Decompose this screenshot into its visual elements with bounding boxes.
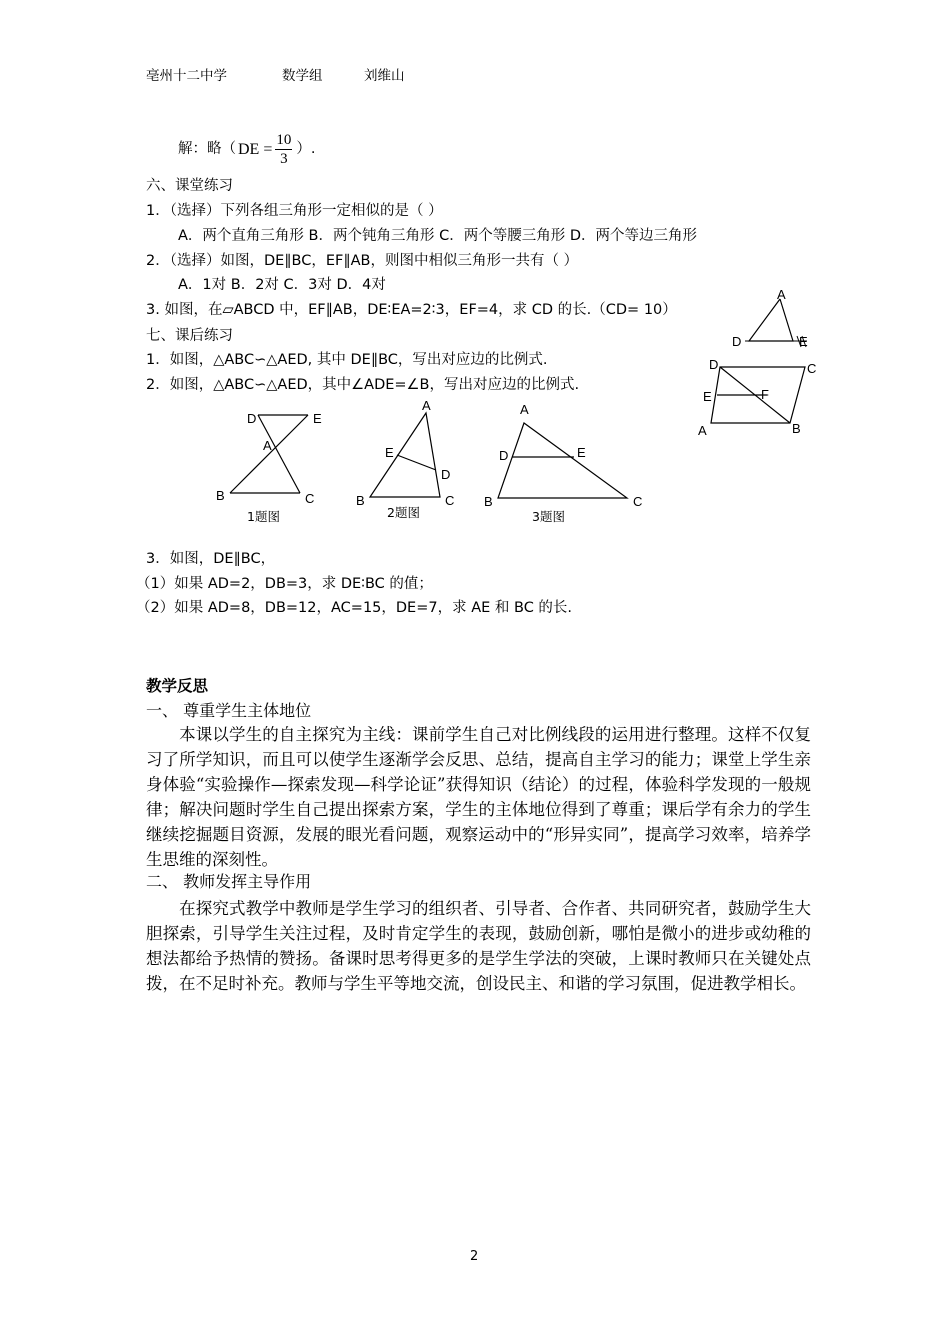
label-d: D [709, 357, 719, 372]
reflection-paragraph-1 [146, 722, 811, 872]
reflection-heading-2: 二、 教师发挥主导作用 [146, 872, 312, 891]
label-a: A [422, 398, 431, 413]
reflection-paragraph-2-text: 在探究式教学中教师是学生学习的组织者、引导者、合作者、共同研究者，鼓励学生大胆探索，引导学生关注过程，及时肯定学生的表现，鼓励创新，哪怕是微小的进步或幼稚的想法都给予热情的赞扬。备课时思考得更多的是学生学法的突破，上课时教师只在关键处点拨，在不足时补充。教师与学生平等地交流，创设民主、和谐的学习氛围，促进教学相长。 [146, 899, 811, 993]
label-a: A [698, 423, 707, 438]
header-school: 亳州十二中学 [146, 68, 227, 84]
header-author: 刘维山 [364, 68, 405, 84]
solution-fraction [275, 132, 292, 168]
section7-title: 七、课后练习 [146, 328, 233, 344]
reflection-paragraph-1-text: 本课以学生的自主探究为主线：课前学生自己对比例线段的运用进行整理。这样不仅复习了所学知识，而且可以使学生逐渐学会反思、总结，提高自主学习的能力；课堂上学生亲身体验“实验操作—探索发现—科学论证”获得知识（结论）的过程，体验科学发现的一般规律；解决问题时学生自己提出探索方案，学生的主体地位得到了尊重；课后学有余力的学生继续挖掘题目资源，发展的眼光看问题，观察运动中的“形异实同”，提高学习效率，培养学生思维的深刻性。 [146, 725, 811, 869]
solution-lhs: DE = [238, 141, 273, 159]
solution-line [178, 128, 315, 172]
caption: 3题图 [532, 509, 565, 524]
section6-title: 六、课堂练习 [146, 178, 233, 194]
label-d: D [499, 448, 509, 463]
section7-q3-2: （2）如果 AD=8，DB=12，AC=15，DE=7，求 AE 和 BC 的长. [136, 600, 573, 616]
solution-prefix: 解：略（ [178, 141, 236, 158]
label-d: D [441, 467, 451, 482]
solution-suffix: ）. [296, 141, 316, 158]
section6-q1: 1．（选择）下列各组三角形一定相似的是（ ） [146, 203, 443, 219]
label-b: B [484, 494, 493, 509]
label-c: C [807, 361, 817, 376]
figure-parallelogram [695, 355, 825, 440]
label-e: E [703, 389, 712, 404]
reflection-heading-1: 一、 尊重学生主体地位 [146, 701, 312, 720]
reflection-paragraph-2 [146, 896, 811, 996]
section6-q3: 3. 如图，在▱ABCD 中，EF∥AB，DE∶EA=2∶3，EF=4，求 CD 的长.（CD= 10） [146, 302, 677, 318]
label-d: D [247, 411, 257, 426]
section6-q2: 2．（选择）如图，DE∥BC，EF∥AB，则图中相似三角形一共有（ ） [146, 253, 579, 269]
figure-3 [480, 398, 650, 528]
label-e: E [799, 334, 808, 349]
label-c: C [445, 493, 455, 508]
label-c: C [633, 494, 643, 509]
label-c: C [305, 491, 315, 506]
fraction-denominator: 3 [280, 151, 288, 167]
label-d: D [732, 334, 742, 349]
label-a: A [777, 287, 786, 302]
caption: 1题图 [247, 509, 280, 524]
label-b: B [356, 493, 365, 508]
section6-q2-options: A．1对 B．2对 C．3对 D．4对 [178, 277, 386, 293]
label-b: B [216, 488, 225, 503]
label-b: B [792, 421, 801, 436]
figure-1 [210, 403, 340, 528]
label-a: A [263, 438, 272, 453]
fraction-numerator: 10 [276, 132, 292, 148]
section7-q1: 1．如图，△ABC∽△AED, 其中 DE∥BC，写出对应边的比例式. [146, 352, 548, 368]
figure-2 [350, 395, 470, 525]
section7-q3-1: （1）如果 AD=2，DB=3，求 DE∶BC 的值； [136, 576, 433, 592]
figure-triangle-ade [725, 285, 815, 355]
reflection-title: 教学反思 [146, 677, 209, 695]
page-number: 2 [470, 1249, 479, 1264]
label-e: E [313, 411, 322, 426]
label-f: F [761, 387, 769, 402]
section7-q3: 3．如图，DE∥BC， [146, 551, 276, 567]
section7-q2: 2．如图，△ABC∽△AED，其中∠ADE=∠B，写出对应边的比例式. [146, 377, 580, 393]
section6-q1-options: A．两个直角三角形 B．两个钝角三角形 C．两个等腰三角形 D．两个等边三角形 [178, 228, 697, 244]
header-group: 数学组 [282, 68, 323, 84]
label-a: A [520, 402, 529, 417]
label-e: E [385, 445, 394, 460]
caption: 2题图 [387, 505, 420, 520]
label-e: E [577, 445, 586, 460]
